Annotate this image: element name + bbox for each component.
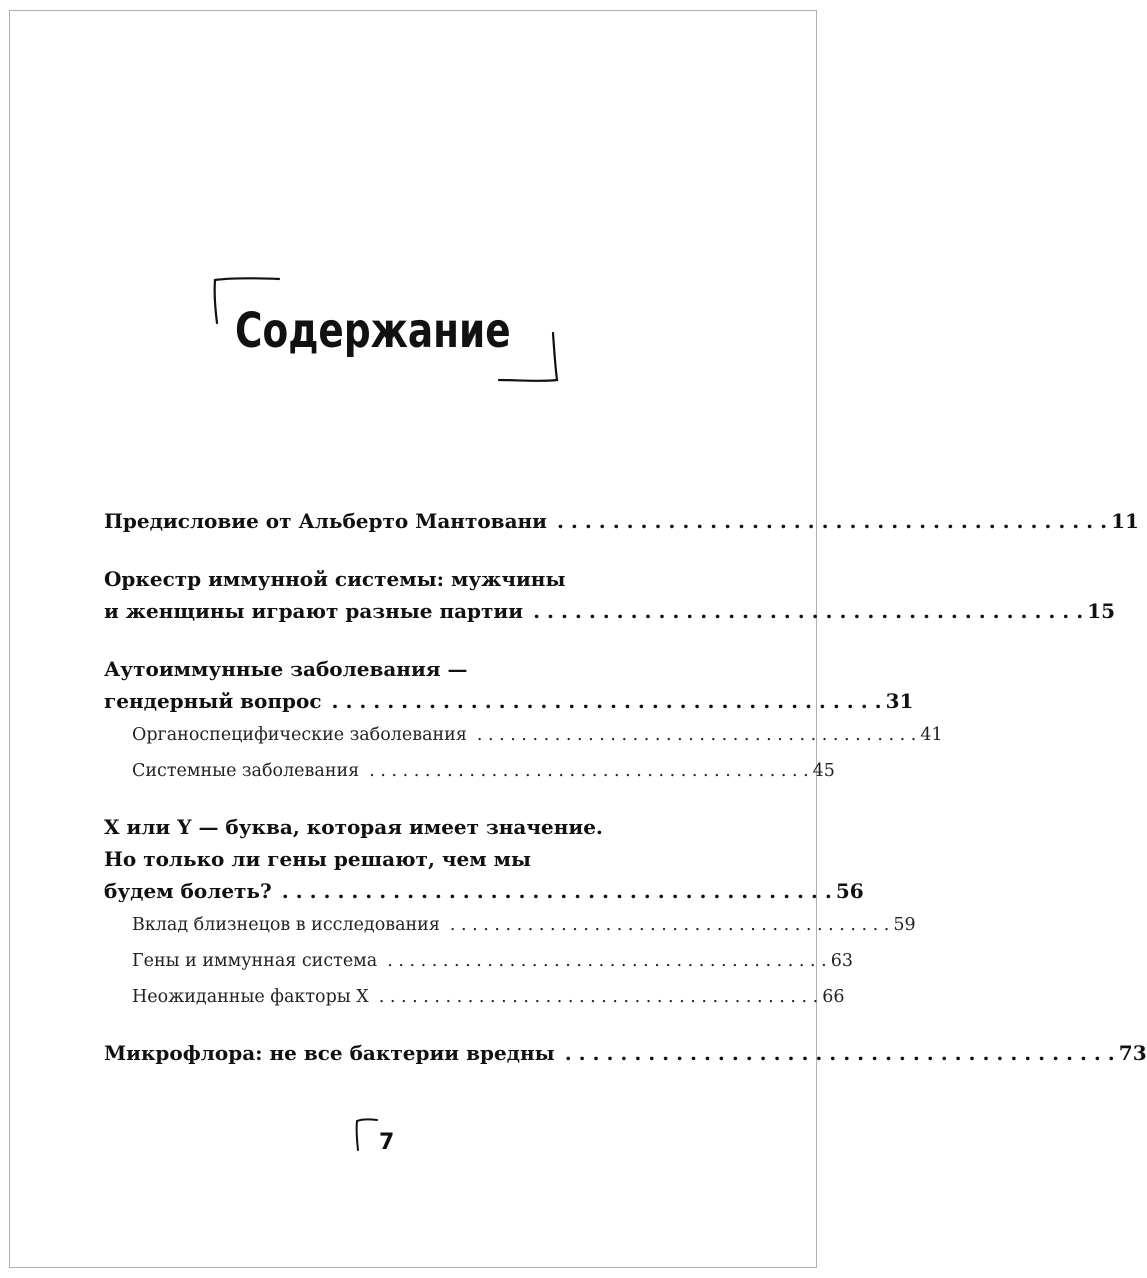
dot-leader: . . . . . . . . . . . . . . . . . . . . . . . . . . . . . . . . . . . . . . . . bbox=[564, 1041, 1115, 1065]
toc-entry[interactable] bbox=[104, 653, 914, 717]
toc-page-number: 66 bbox=[822, 987, 845, 1007]
toc-subentry[interactable] bbox=[104, 979, 845, 1015]
toc-page-number: 59 bbox=[893, 915, 916, 935]
toc-entry-title-line: будем болеть? bbox=[104, 879, 272, 903]
toc-page-number: 73 bbox=[1118, 1041, 1147, 1065]
toc-page-number: 15 bbox=[1087, 599, 1116, 623]
toc-entry[interactable] bbox=[104, 1037, 1147, 1069]
toc-subentry-title: Системные заболевания bbox=[132, 761, 360, 781]
page-title: Содержание bbox=[235, 303, 511, 359]
toc-page-number: 31 bbox=[885, 689, 914, 713]
dot-leader: . . . . . . . . . . . . . . . . . . . . . . . . . . . . . . . . . . . . . . . . bbox=[557, 509, 1108, 533]
toc-page-number: 11 bbox=[1111, 509, 1139, 533]
dot-leader: . . . . . . . . . . . . . . . . . . . . . . . . . . . . . . . . . . . . . . . . bbox=[533, 599, 1084, 623]
toc-entry-title: Микрофлора: не все бактерии вредны bbox=[104, 1041, 555, 1065]
toc-entry-title: Предисловие от Альберто Мантовани bbox=[104, 509, 547, 533]
toc-subentry[interactable] bbox=[104, 753, 835, 789]
dot-leader: . . . . . . . . . . . . . . . . . . . . . . . . . . . . . . . . . . . . . . . . bbox=[387, 951, 827, 971]
dot-leader: . . . . . . . . . . . . . . . . . . . . . . . . . . . . . . . . . . . . . . . . bbox=[449, 915, 890, 935]
dot-leader: . . . . . . . . . . . . . . . . . . . . . . . . . . . . . . . . . . . . . . . . bbox=[281, 879, 832, 903]
toc-subentry[interactable] bbox=[104, 717, 943, 753]
title-block bbox=[205, 275, 565, 390]
toc-entry-title-line: Но только ли гены решают, чем мы bbox=[104, 847, 531, 871]
toc-entry[interactable] bbox=[104, 505, 1139, 537]
dot-leader: . . . . . . . . . . . . . . . . . . . . . . . . . . . . . . . . . . . . . . . . bbox=[369, 761, 809, 781]
toc-page-number: 41 bbox=[920, 725, 943, 745]
toc-entry-title-line: и женщины играют разные партии bbox=[104, 599, 524, 623]
toc-page-number: 63 bbox=[830, 951, 853, 971]
page-number: 7 bbox=[379, 1130, 395, 1155]
toc-subentry[interactable] bbox=[104, 943, 853, 979]
corner-bracket-bottom-right-icon bbox=[495, 330, 565, 385]
dot-leader: . . . . . . . . . . . . . . . . . . . . . . . . . . . . . . . . . . . . . . . . bbox=[476, 725, 917, 745]
toc-entry-title-line: Аутоиммунные заболевания — bbox=[104, 657, 468, 681]
toc-entry[interactable] bbox=[104, 563, 1116, 627]
toc-subentry[interactable] bbox=[104, 907, 916, 943]
page-number-block bbox=[353, 1116, 413, 1156]
toc-page-number: 45 bbox=[812, 761, 835, 781]
toc-entry[interactable] bbox=[104, 811, 864, 907]
toc-entry-title-line: гендерный вопрос bbox=[104, 689, 322, 713]
toc-entry-title-line: X или Y — буква, которая имеет значение. bbox=[104, 815, 603, 839]
toc-entry-title-line: Оркестр иммунной системы: мужчины bbox=[104, 567, 566, 591]
toc-subentry-title: Органоспецифические заболевания bbox=[132, 725, 467, 745]
dot-leader: . . . . . . . . . . . . . . . . . . . . . . . . . . . . . . . . . . . . . . . . bbox=[378, 987, 819, 1007]
toc-subentry-title: Неожиданные факторы X bbox=[132, 987, 369, 1007]
toc-subentry-title: Гены и иммунная система bbox=[132, 951, 378, 971]
toc-page-number: 56 bbox=[835, 879, 864, 903]
table-of-contents bbox=[104, 505, 1147, 1069]
toc-subentry-title: Вклад близнецов в исследования bbox=[132, 915, 440, 935]
dot-leader: . . . . . . . . . . . . . . . . . . . . . . . . . . . . . . . . . . . . . . . . bbox=[331, 689, 882, 713]
